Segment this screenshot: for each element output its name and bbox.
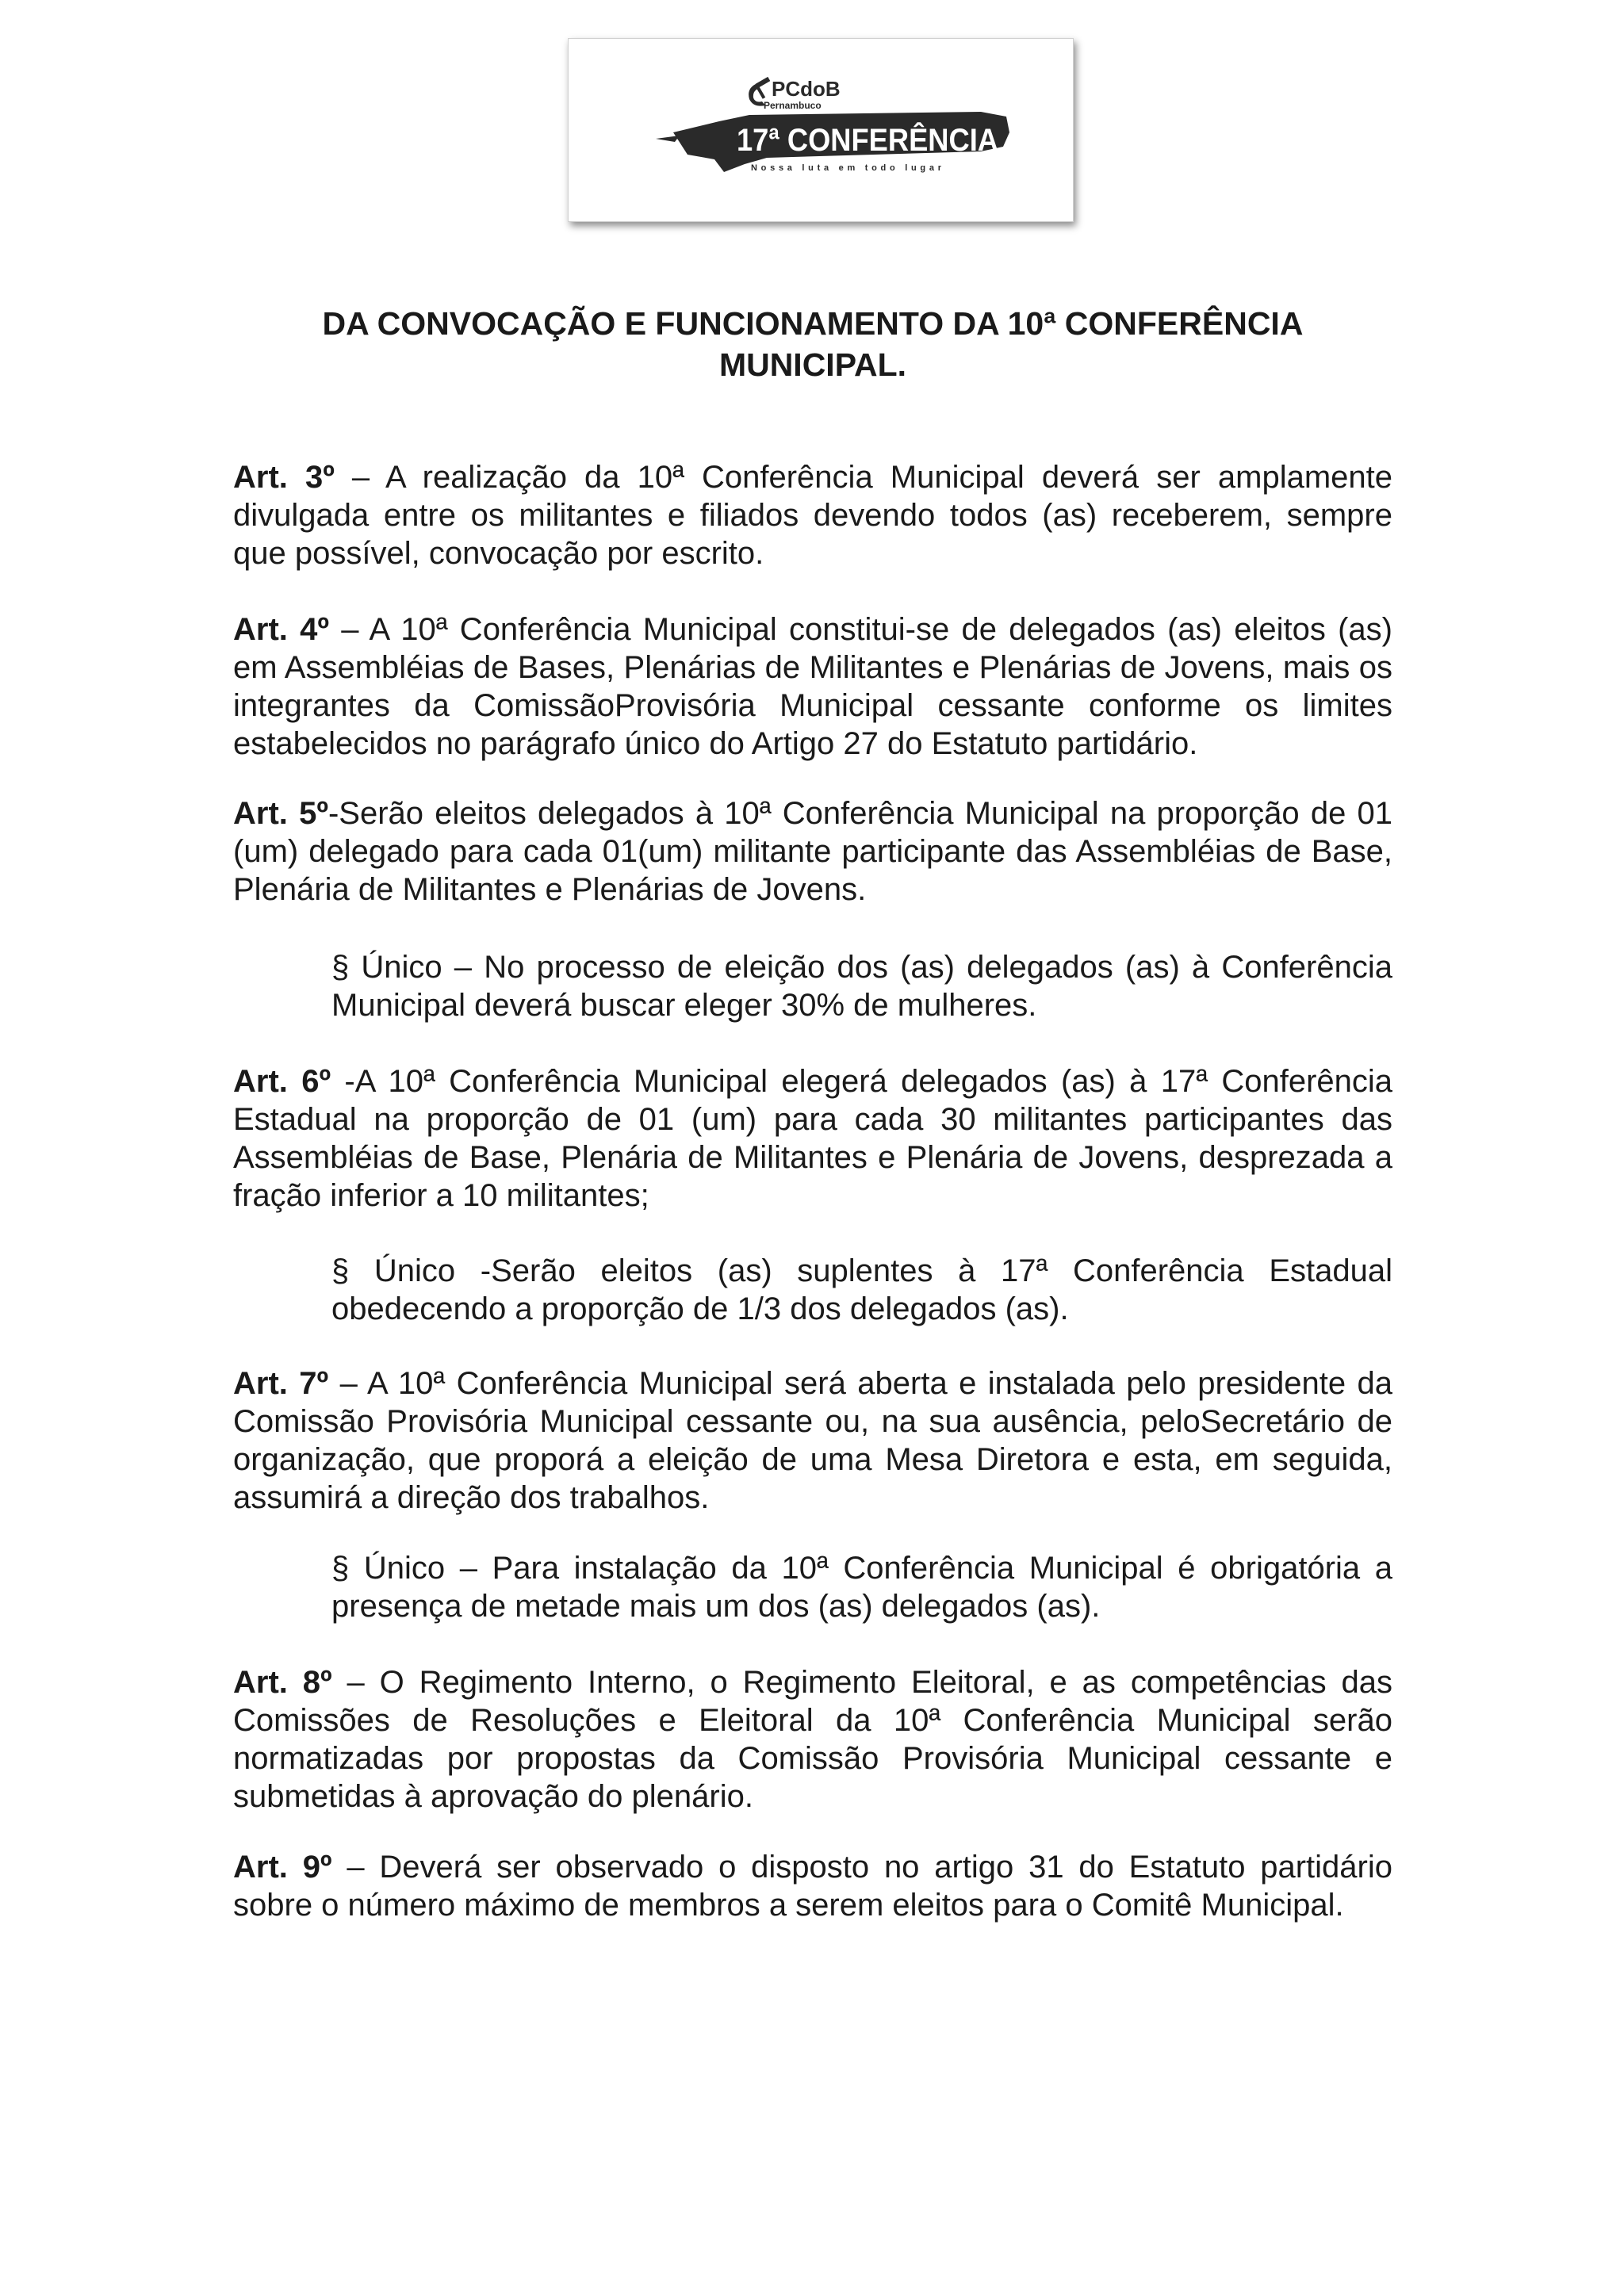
article-label: Art. 5º <box>233 796 328 831</box>
article-4 <box>233 610 1392 763</box>
article-text: – Deverá ser observado o disposto no artigo 31 do Estatuto partidário sobre o número máximo de membros a serem eleitos para o Comitê Municipal. <box>233 1850 1392 1923</box>
article-text: – A 10ª Conferência Municipal constitui-se de delegados (as) eleitos (as) em Assembléias de Bases, Plenárias de Militantes e Plenárias de Jovens, mais os integrantes da ComissãoProvisória Municipal cessante conforme os limites estabelecidos no parágrafo único do Artigo 27 do Estatuto partidário. <box>233 612 1392 761</box>
article-label: Art. 3º <box>233 460 335 495</box>
article-9 <box>233 1848 1392 1924</box>
article-text: – A realização da 10ª Conferência Municipal deverá ser amplamente divulgada entre os militantes e filiados devendo todos (as) receberem, sempre que possível, convocação por escrito. <box>233 460 1392 571</box>
article-5 <box>233 794 1392 909</box>
article-6-sole-paragraph: § Único -Serão eleitos (as) suplentes à 17ª Conferência Estadual obedecendo a proporção de 1/3 dos delegados (as). <box>331 1253 1392 1326</box>
article-text: – O Regimento Interno, o Regimento Eleitoral, e as competências das Comissões de Resoluções e Eleitoral da 10ª Conferência Municipal serão normatizadas por propostas da Comissão Provisória Municipal cessante e submetidas à aprovação do plenário. <box>233 1665 1392 1814</box>
article-text: -A 10ª Conferência Municipal elegerá delegados (as) à 17ª Conferência Estadual na proporção de 01 (um) para cada 30 militantes participantes das Assembléias de Base, Plenária de Militantes e Plenária de Jovens, desprezada a fração inferior a 10 militantes; <box>233 1064 1393 1213</box>
article-label: Art. 6º <box>233 1064 331 1099</box>
article-8 <box>233 1663 1392 1816</box>
article-3 <box>233 458 1392 572</box>
article-5-sole-paragraph: § Único – No processo de eleição dos (as) delegados (as) à Conferência Municipal deverá buscar eleger 30% de mulheres. <box>331 950 1392 1023</box>
logo-tagline: Nossa luta em todo lugar <box>751 163 941 173</box>
article-label: Art. 4º <box>233 612 329 647</box>
article-6 <box>233 1062 1392 1215</box>
article-label: Art. 7º <box>233 1366 329 1401</box>
banner-splash <box>656 136 680 142</box>
conference-logo <box>568 38 1074 222</box>
conference-title-text: 17ª CONFERÊNCIA <box>737 123 1025 158</box>
article-7-sole-paragraph: § Único – Para instalação da 10ª Conferência Municipal é obrigatória a presença de metade mais um dos (as) delegados (as). <box>331 1551 1392 1624</box>
article-text: -Serão eleitos delegados à 10ª Conferência Municipal na proporção de 01 (um) delegado para cada 01(um) militante participante das Assembléias de Base, Plenária de Militantes e Plenárias de Jovens. <box>233 796 1393 907</box>
article-label: Art. 9º <box>233 1850 332 1885</box>
document-title: DA CONVOCAÇÃO E FUNCIONAMENTO DA 10ª CONFERÊNCIA MUNICIPAL. <box>322 305 1304 383</box>
region-text: Pernambuco <box>764 100 822 111</box>
conference-logo-graphic <box>569 39 1073 221</box>
party-name-text: PCdoB <box>772 77 841 101</box>
article-text: – A 10ª Conferência Municipal será aberta e instalada pelo presidente da Comissão Provisória Municipal cessante ou, na sua ausência, peloSecretário de organização, que proporá a eleição de uma Mesa Diretora e esta, em seguida, assumirá a direção dos trabalhos. <box>233 1366 1392 1515</box>
article-label: Art. 8º <box>233 1665 332 1700</box>
article-7 <box>233 1364 1392 1517</box>
